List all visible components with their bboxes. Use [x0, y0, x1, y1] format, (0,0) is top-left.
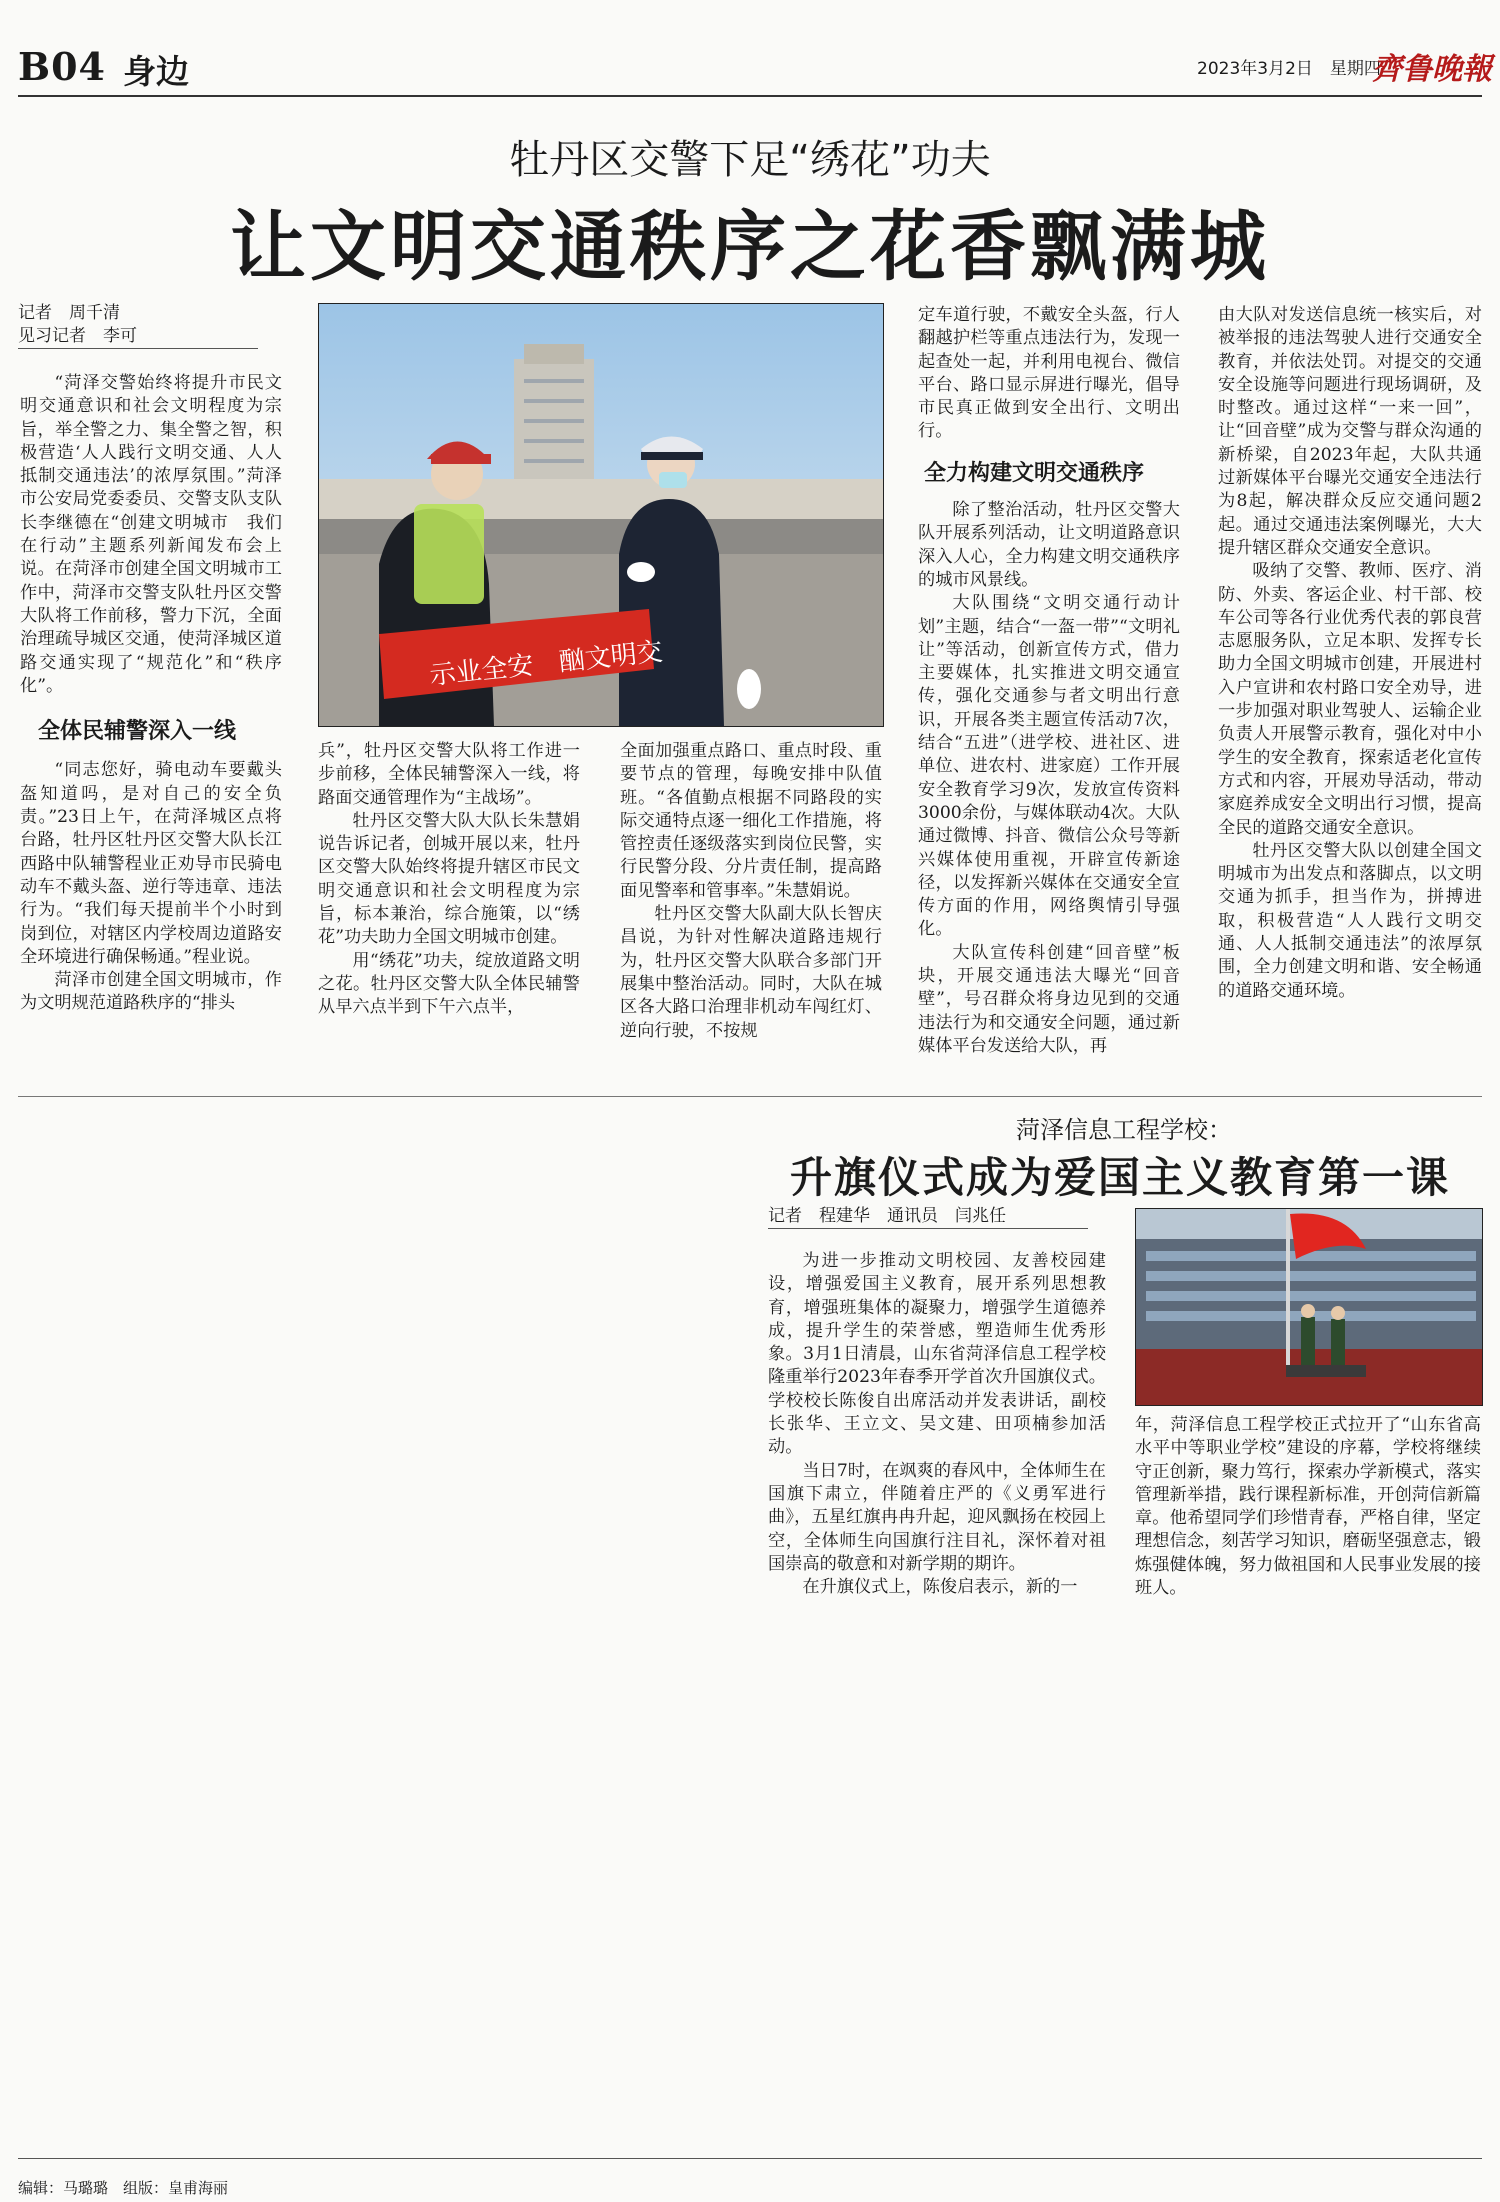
photo-banner-text: 示业全安 酗文明交 [428, 636, 665, 692]
article1-col3-para2: 牡丹区交警大队副大队长智庆昌说，为针对性解决道路违规行为，牡丹区交警大队联合多部门开展集中整治活动。同时，大队在城区各大路口治理非机动车闯红灯、逆向行驶，不按规 [620, 904, 882, 1041]
article1-lead: “菏泽交警始终将提升市民文明交通意识和社会文明程度为宗旨，举全警之力、集全警之智，积极营造‘人人践行文明交通、人人抵制交通违法’的浓厚氛围。”菏泽市公安局党委委员、交警支队支队长李继德在“创建文明城市 我们在行动”主题系列新闻发布会上说。在菏泽市创建全国文明城市工作中，菏泽市交警支队牡丹区交警大队将工作前移，警力下沉，全面治理疏导城区交通，使菏泽城区道路交通实现了“规范化”和“秩序化”。 [20, 373, 282, 696]
article1-col5-para3: 牡丹区交警大队以创建全国文明城市为出发点和落脚点，以文明交通为抓手，担当作为，拼搏进取，积极营造“人人践行文明交通、人人抵制交通违法”的浓厚氛围，全力创建文明和谐、安全畅通的道路交通环境。 [1218, 840, 1482, 1001]
article1-heading2: 全力构建文明交通秩序 [924, 460, 1145, 486]
article1-col1 [20, 372, 282, 1016]
article1-para3: 菏泽市创建全国文明城市，作为文明规范道路秩序的“排头 [20, 970, 282, 1014]
article2-title: 升旗仪式成为爱国主义教育第一课 [790, 1153, 1451, 1202]
article1-heading1: 全体民辅警深入一线 [38, 719, 237, 745]
article2-colA [768, 1250, 1106, 1599]
article1-col5-para1: 由大队对发送信息统一核实后，对被举报的违法驾驶人进行交通安全教育，并依法处罚。对提交的交通安全设施等问题进行现场调研，及时整改。通过这样“一来一回”，让“回音壁”成为交警与群众沟通的新桥梁，自2023年起，大队共通过新媒体平台曝光交通安全违法行为8起，解决群众反应交通问题2起。通过交通违法案例曝光，大大提升辖区群众交通安全意识。 [1218, 305, 1482, 558]
article1-para2: “同志您好，骑电动车要戴头盔知道吗，是对自己的安全负责。”23日上午，在菏泽城区点将台路，牡丹区牡丹区交警大队长江西路中队辅警程业正劝导市民骑电动车不戴头盔、逆行等违章、违法行为。“我们每天提前半个小时到岗到位，对辖区内学校周边道路安全环境进行确保畅通。”程业说。 [20, 760, 282, 967]
newspaper-logo: 齊鲁晚報 [1372, 52, 1492, 87]
article1-col4-para3: 大队围绕“文明交通行动计划”主题，结合“一盔一带”“文明礼让”等活动，创新宣传方式，借力主要媒体，扎实推进文明交通宣传，强化交通参与者文明出行意识，开展各类主题宣传活动7次，结合“五进”（进学校、进社区、进单位、进农村、进家庭）工作开展安全教育学习9次，发放宣传资料3000余份，与媒体联动4次。大队通过微博、抖音、微信公众号等新兴媒体使用重视，开辟宣传新途径，以发挥新兴媒体在交通安全宣传方面的作用，网络舆情引导强化。 [918, 593, 1180, 940]
byline-reporter: 记者 周千清 [18, 303, 120, 323]
article1-col3 [620, 740, 882, 1043]
article1-col3-para1: 全面加强重点路口、重点时段、重要节点的管理，每晚安排中队值班。“各值勤点根据不同路段的实际交通特点逐一细化工作措施，将管控责任逐级落实到岗位民警，实行民警分段、分片责任制，提高路面见警率和管事率。”朱慧娟说。 [620, 741, 882, 901]
article1-col4-para1: 定车道行驶，不戴安全头盔，行人翻越护栏等重点违法行为，发现一起查处一起，并利用电视台、微信平台、路口显示屏进行曝光，倡导市民真正做到安全出行、文明出行。 [918, 305, 1180, 442]
flag-raising-photo-svg [1136, 1209, 1482, 1405]
article1-col2-para2: 牡丹区交警大队大队长朱慧娟说告诉记者，创城开展以来，牡丹区交警大队始终将提升辖区市民文明交通意识和社会文明程度为宗旨，标本兼治，综合施策，以“绣花”功夫助力全国文明城市创建。 [318, 810, 580, 948]
section-name: 身边 [123, 52, 189, 91]
traffic-police-photo-svg [319, 304, 883, 726]
traffic-police-photo [318, 303, 884, 727]
article2-byline: 记者 程建华 通讯员 闫兆任 [768, 1205, 1088, 1229]
article1-col2-para3: 用“绣花”功夫，绽放道路文明之花。牡丹区交警大队全体民辅警从早六点半到下午六点半， [318, 950, 580, 1018]
article2-para2: 当日7时，在飒爽的春风中，全体师生在国旗下肃立，伴随着庄严的《义勇军进行曲》，五星红旗冉冉升起，迎风飘扬在校园上空，全体师生向国旗行注目礼，深怀着对祖国崇高的敬意和对新学期的期许。 [768, 1460, 1106, 1574]
article2-para1: 为进一步推动文明校园、友善校园建设，增强爱国主义教育，展开系列思想教育，增强班集体的凝聚力，增强学生道德养成，提升学生的荣誉感，塑造师生优秀形象。3月1日清晨，山东省菏泽信息工程学校隆重举行2023年春季开学首次升国旗仪式。学校校长陈俊自出席活动并发表讲话，副校长张华、王立文、吴文建、田项楠参加活动。 [768, 1251, 1106, 1458]
page-number: B04 [18, 44, 106, 89]
byline-trainee: 见习记者 李可 [18, 325, 258, 349]
footer-credits: 编辑：马璐璐 组版：皇甫海丽 [18, 2179, 229, 2197]
article1-byline [18, 302, 258, 349]
article1-subtitle: 牡丹区交警下足“绣花”功夫 [509, 137, 991, 183]
issue-date: 2023年3月2日 星期四 [1197, 59, 1381, 79]
article2-subtitle: 菏泽信息工程学校： [1016, 1116, 1232, 1144]
article2-colB [1135, 1414, 1481, 1600]
article1-col2 [318, 740, 580, 1020]
article1-col4 [918, 304, 1180, 1058]
article1-col5 [1218, 304, 1482, 1003]
article2-para3: 在升旗仪式上，陈俊启表示，新的一 [802, 1577, 1078, 1598]
flag-raising-photo [1135, 1208, 1483, 1406]
article1-col2-para1: 兵”，牡丹区交警大队将工作进一步前移，全体民辅警深入一线，将路面交通管理作为“主战场”。 [318, 741, 580, 808]
article1-title: 让文明交通秩序之花香飘满城 [230, 202, 1270, 291]
article1-col4-para2: 除了整治活动，牡丹区交警大队开展系列活动，让文明道路意识深入人心，全力构建文明交通秩序的城市风景线。 [918, 500, 1180, 590]
footer-rule [18, 2158, 1482, 2159]
article1-col5-para2: 吸纳了交警、教师、医疗、消防、外卖、客运企业、村干部、校车公司等各行业优秀代表的郭良营志愿服务队，立足本职、发挥专长助力全国文明城市创建，开展进村入户宣讲和农村路口安全劝导，进一步加强对职业驾驶人、运输企业负责人开展警示教育，强化对中小学生的安全教育，探索适老化宣传方式和内容，开展劝导活动，带动家庭养成安全文明出行习惯，提高全民的道路交通安全意识。 [1218, 561, 1482, 838]
article1-col4-para4: 大队宣传科创建“回音壁”板块，开展交通违法大曝光“回音壁”，号召群众将身边见到的交通违法行为和交通安全问题，通过新媒体平台发送给大队，再 [918, 942, 1180, 1056]
article-separator [18, 1096, 1482, 1097]
article2-para4: 年，菏泽信息工程学校正式拉开了“山东省高水平中等职业学校”建设的序幕，学校将继续守正创新，聚力笃行，探索办学新模式，落实管理新举措，践行课程新标准，开创菏信新篇章。他希望同学们珍惜青春，严格自律，坚定理想信念，刻苦学习知识，磨砺坚强意志，锻炼强健体魄，努力做祖国和人民事业发展的接班人。 [1135, 1415, 1481, 1599]
header-rule [18, 95, 1482, 97]
